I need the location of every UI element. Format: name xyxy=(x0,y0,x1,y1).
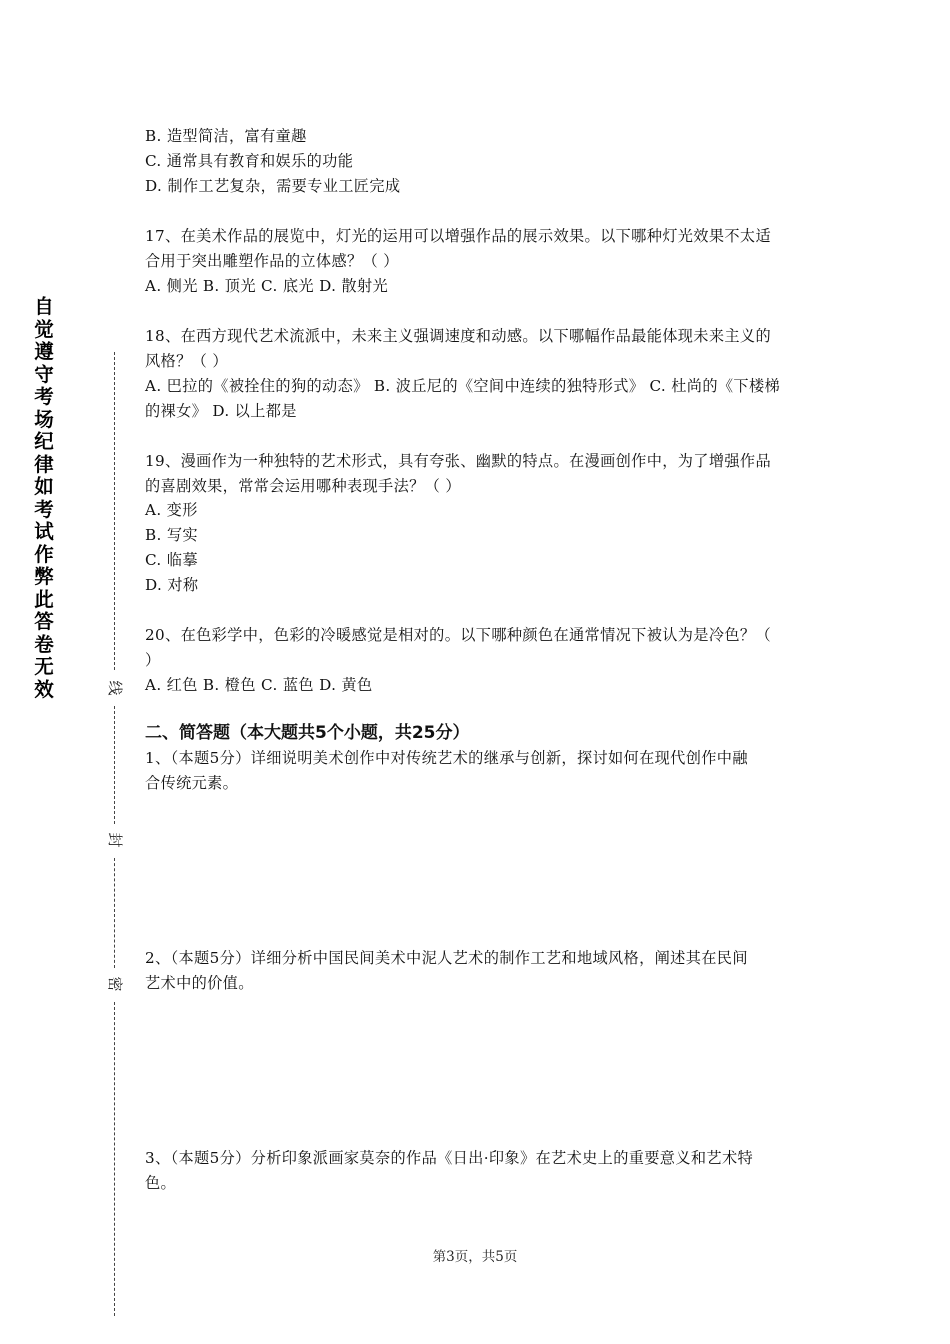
q19-option-c: C. 临摹 xyxy=(145,551,198,569)
sa1-stem-line2: 合传统元素。 xyxy=(145,774,239,792)
q17-options: A. 侧光 B. 顶光 C. 底光 D. 散射光 xyxy=(145,277,389,295)
seal-dashed-line xyxy=(114,858,115,968)
q20-stem-line1: 20、在色彩学中，色彩的冷暖感觉是相对的。以下哪种颜色在通常情况下被认为是冷色？（ xyxy=(145,626,771,644)
q20-stem-line2: ） xyxy=(145,651,161,669)
seal-dashed-line xyxy=(114,1002,115,1316)
q18-stem-line2: 风格？（ ） xyxy=(145,352,228,370)
q18-options-line1: A. 巴拉的《被拴住的狗的动态》 B. 波丘尼的《空间中连续的独特形式》 C. 杜尚的《下楼梯 xyxy=(145,377,781,395)
q20-options: A. 红色 B. 橙色 C. 蓝色 D. 黄色 xyxy=(145,676,373,694)
binding-margin xyxy=(0,0,140,1344)
sa3-stem-line1: 3、（本题5分）分析印象派画家莫奈的作品《日出·印象》在艺术史上的重要意义和艺术特 xyxy=(145,1149,754,1167)
seal-mark-line: 线 xyxy=(106,680,124,696)
q18-stem-line1: 18、在西方现代艺术流派中，未来主义强调速度和动感。以下哪幅作品最能体现未来主义的 xyxy=(145,327,771,345)
seal-dashed-line xyxy=(114,352,115,670)
seal-mark-seal: 封 xyxy=(106,832,124,848)
sa3-stem-line2: 色。 xyxy=(145,1174,177,1192)
q19-option-d: D. 对称 xyxy=(145,576,199,594)
exam-discipline-notice: 自觉遵守考场纪律如考试作弊此答卷无效 xyxy=(34,295,54,701)
q19-option-b: B. 写实 xyxy=(145,526,198,544)
q16-option-b: B. 造型简洁，富有童趣 xyxy=(145,127,307,145)
q18-options-line2: 的裸女》 D. 以上都是 xyxy=(145,402,297,420)
section-title-short-answer: 二、简答题（本大题共5个小题，共25分） xyxy=(145,723,470,743)
sa1-stem-line1: 1、（本题5分）详细说明美术创作中对传统艺术的继承与创新，探讨如何在现代创作中融 xyxy=(145,749,748,767)
seal-mark-secret: 密 xyxy=(106,976,124,992)
q19-stem-line1: 19、漫画作为一种独特的艺术形式，具有夸张、幽默的特点。在漫画创作中，为了增强作品 xyxy=(145,452,771,470)
sa2-stem-line1: 2、（本题5分）详细分析中国民间美术中泥人艺术的制作工艺和地域风格，阐述其在民间 xyxy=(145,949,748,967)
q16-option-c: C. 通常具有教育和娱乐的功能 xyxy=(145,152,354,170)
seal-dashed-line xyxy=(114,706,115,824)
q19-stem-line2: 的喜剧效果，常常会运用哪种表现手法？（ ） xyxy=(145,477,461,495)
sa2-stem-line2: 艺术中的价值。 xyxy=(145,974,254,992)
q16-option-d: D. 制作工艺复杂，需要专业工匠完成 xyxy=(145,177,401,195)
q19-option-a: A. 变形 xyxy=(145,501,198,519)
q17-stem-line1: 17、在美术作品的展览中，灯光的运用可以增强作品的展示效果。以下哪种灯光效果不太适 xyxy=(145,227,771,245)
q17-stem-line2: 合用于突出雕塑作品的立体感？（ ） xyxy=(145,252,399,270)
page-number: 第3页，共5页 xyxy=(432,1249,518,1265)
